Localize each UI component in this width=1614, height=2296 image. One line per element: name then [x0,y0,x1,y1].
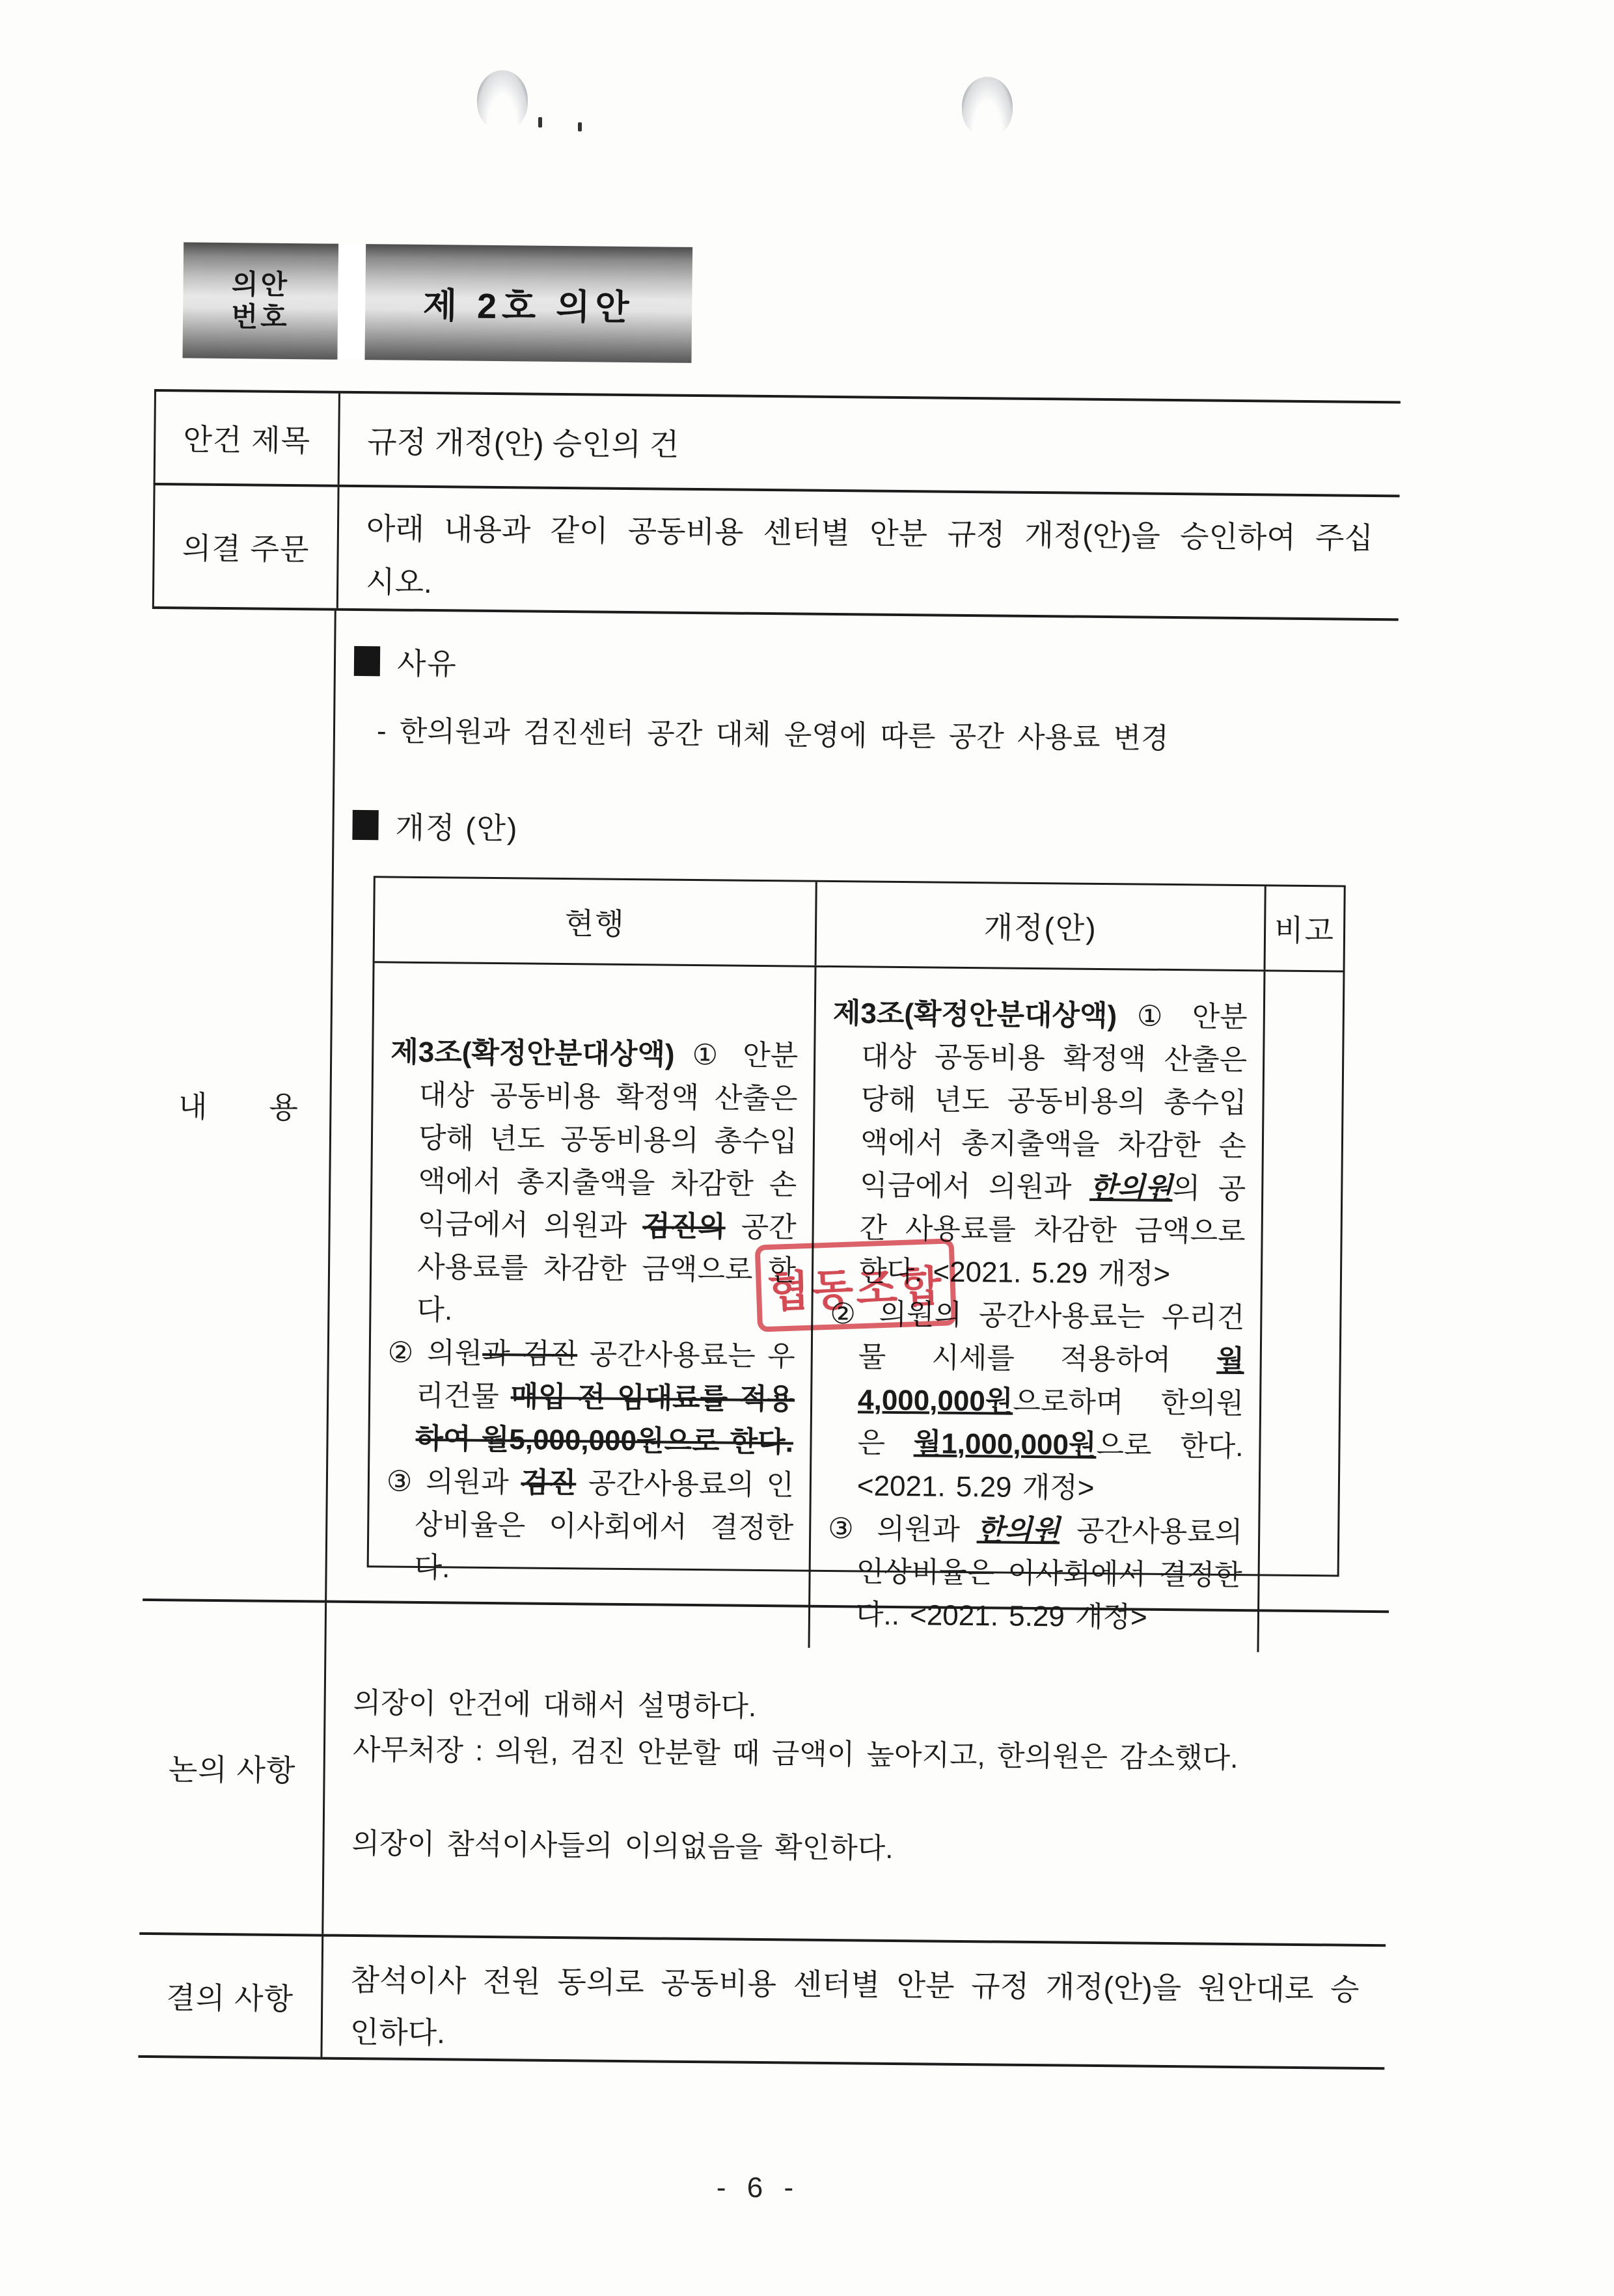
resolution-content: 참석이사 전원 동의로 공동비용 센터별 안분 규정 개정(안)을 원안대로 승인하다. [349,1962,1360,2050]
revised-paragraph-1: 제3조(확정안분대상액) ① 안분 대상 공동비용 확정액 산출은 당해 년도 공동비용의 총수입액에서 총지출액을 차감한 손익금에서 의원과 한의원의 공간 사용료를 차감한 금액으로한다. <2021. 5.29 개정> [832,997,1248,1291]
bullet-square-icon [354,646,380,676]
header-revised: 개정(안) [817,882,1266,970]
row-resolution [138,1932,1386,2070]
revised-paragraph-3: ③ 의원과 한의원 공간사용료의 인상비율은 이사회에서 결정한다.. <2021. 5.29 개정> [828,1512,1243,1634]
row-discussion [139,1599,1389,1944]
revision-heading-text: 개정 (안) [395,810,519,846]
agenda-number-box [182,242,692,362]
row-resolution-request [152,483,1400,618]
agenda-table [138,389,1401,2070]
revision-heading [352,804,518,848]
agenda-number-label-line1: 의안 [231,269,290,300]
reason-item: - 한의원과 검진센터 공간 대체 운영에 따른 공간 사용료 변경 [376,715,1169,755]
resolution-label: 결의 사항 [138,1935,323,2057]
discussion-line-4: 의장이 참석이사들의 이의없음을 확인하다. [351,1827,894,1865]
comparison-table [367,876,1346,1634]
row-agenda-title [154,389,1401,494]
resolution-request-label: 의결 주문 [154,485,340,608]
agenda-title-content: 규정 개정(안) 승인의 건 [367,424,679,462]
agenda-number-label-line2: 번호 [231,301,290,332]
content-cell [327,611,1399,1634]
agenda-number-value: 제 2호 의안 [364,244,692,363]
agenda-number-label [182,242,338,359]
current-paragraph-1: 제3조(확정안분대상액) ① 안분 대상 공동비용 확정액 산출은 당해 년도 공동비용의 총수입액에서 총지출액을 차감한 손익금에서 의원과 검진의 공간 사용료를 차감한 금액으로 한다. [390,1036,799,1327]
agenda-title-label: 안건 제목 [156,392,340,485]
reason-heading [354,640,458,684]
content-label: 내 용 [143,609,336,1600]
agenda-number-divider [337,244,366,360]
reason-heading-text: 사유 [396,646,458,681]
current-paragraph-3: ③ 의원과 검진 공간사용료의 인상비율은 이사회에서 결정한다. [386,1465,795,1584]
header-current: 현행 [375,878,817,966]
discussion-label: 논의 사항 [139,1601,327,1934]
revised-paragraph-2: ② 의원의 공간사용료는 우리건물 시세를 적용하여 월4,000,000원으로하며 한의원은 월1,000,000원으로 한다. <2021. 5.29 개정> [830,1298,1245,1504]
red-seal-stamp: 협동조합 [755,1238,957,1332]
header-note: 비고 [1274,913,1335,948]
current-paragraph-2: ② 의원과 검진 공간사용료는 우리건물 매입 전 임대료를 적용하여 월5,000,000원으로 한다. [387,1336,796,1459]
discussion-content [323,1603,1389,1945]
discussion-line-1: 의장이 안건에 대해서 설명하다. [353,1686,757,1723]
row-content [143,606,1399,1634]
page-number: - 6 - [716,2172,800,2204]
note-cell [1259,971,1343,1653]
current-cell [368,963,817,1647]
resolution-request-content: 아래 내용과 같이 공동비용 센터별 안분 규정 개정(안)을 승인하여 주십시오. [365,511,1374,600]
discussion-line-2: 사무처장 : 의원, 검진 안분할 때 금액이 높아지고, 한의원은 감소했다. [352,1733,1238,1775]
comparison-table-header [375,878,1344,972]
bullet-square-icon [352,810,378,840]
